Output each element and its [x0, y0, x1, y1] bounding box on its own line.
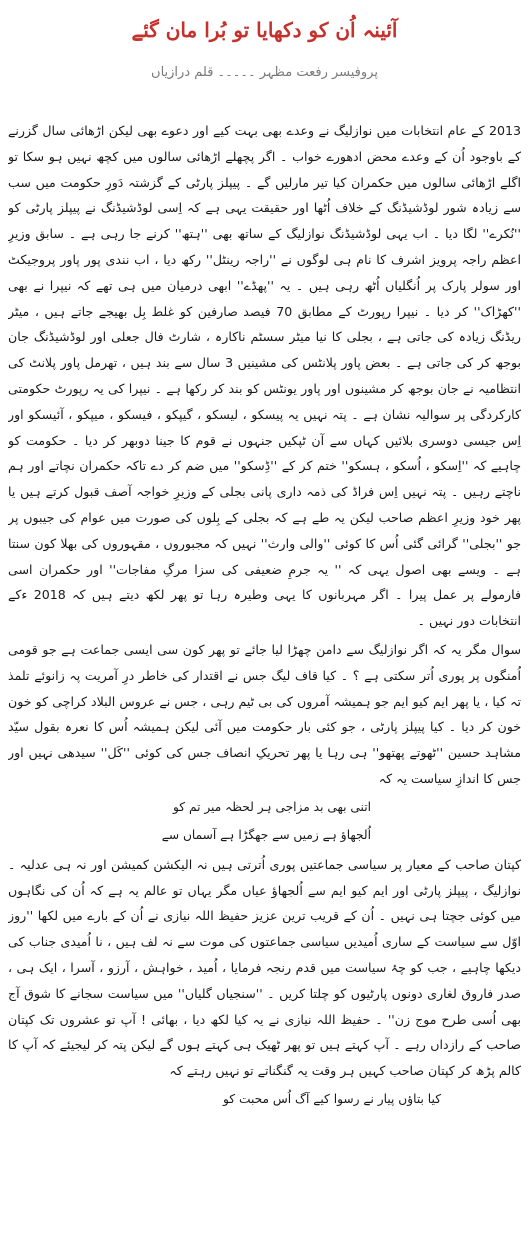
verse-line-1: اتنی بھی بد مزاجی ہر لحظہ میر تم کو — [172, 799, 371, 814]
author-byline: پروفیسر رفعت مظہر ۔۔۔۔۔ قلم درازیاں — [151, 65, 378, 80]
paragraph-2: سوال مگر یہ کہ اگر نوازلیگ سے دامن چھڑا لیا جائے تو پھر کون سی ایسی جماعت ہے جو قومی اُمنگوں پر پوری اُتر سکتی ہے ؟ ۔ کیا قاف لیگ جس نے اقتدار کی خاطر درِ آمریت پہ زانوئے تلمذ تہ کیا ، یا پھر ایم کیو ایم جو ہمیشہ آمروں کی بی ٹیم رہی ، جس نے عروس البلاد کراچی کو خون خون کر دیا ۔ کیا پیپلز پارٹی ، جو کئی بار حکومت میں آئی لیکن ہمیشہ اُس کا نعرہ بقول سیّد مشاہد حسین ''ٹھوتے پھتھو'' ہی رہا یا پھر تحریکِ انصاف جس کی کوئی ''کَل'' سیدھی نہیں اور جس کا اندازِ سیاست یہ کہ — [8, 641, 521, 786]
article-body — [8, 118, 521, 1248]
paragraph-3: کپتان صاحب کے معیار پر سیاسی جماعتیں پوری اُترتی ہیں نہ الیکشن کمیشن اور نہ ہی عدلیہ ۔ نوازلیگ ، پیپلز پارٹی اور ایم کیو ایم سے اُلجھاؤ عیاں مگر یہاں تو عالم یہ ہے کہ اُن کی نگاہوں میں کوئی جچتا ہی نہیں ۔ اُن کے قریب ترین عزیز حفیظ اللہ نیازی نے اُن کے بارے میں لکھا ''روز اوّل سے سیاست کے ساری اُمیدیں سیاسی جماعتوں کی موت سے نہ لف ہیں ، نا اُمیدی جناب کی دیکھا چاہیے ، جب کو چۂ سیاست میں قدم رنجہ فرمایا ، اُمید ، خواہش ، آرزو ، آسرا ، ایک ہی ، صدر فاروق لغاری دونوں پارٹیوں کو چلتا کریں ۔ ''سنجیاں گلیاں'' میں سیاست سجانے کا شوق آج بھی اُسی طرح موج زن'' ۔ حفیظ اللہ نیازی نے یہ کیا لکھ دیا ، بھائی ! آپ تو عشروں تک کپتان صاحب کے رازداں رہے ۔ آپ کہتے ہیں تو پھر ٹھیک ہی کہتے ہوں گے لیکن پتہ کر لیجیئے کہ آپ کا کالم پڑھ کر کپتان صاحب کہیں ہر وقت یہ گنگناتے تو نہیں رہتے کہ — [8, 856, 521, 1079]
verse-line-2: اُلجھاؤ ہے زمیں سے جھگڑا ہے آسماں سے — [161, 827, 371, 842]
verse-block — [8, 795, 521, 848]
article-headline: آئینہ اُن کو دکھایا تو بُرا مان گئے — [131, 18, 398, 42]
paragraph-1: 2013 کے عام انتخابات میں نوازلیگ نے وعدے بھی بہت کیے اور دعوے بھی لیکن اڑھائی سال گزرنے کے باوجود اُن کے وعدے محض ادھورے خواب ۔ اگر پچھلے اڑھائی سالوں میں کچھ نہیں ہو سکا تو اگلے اڑھائی سالوں میں حکمران کیا تیر مارلیں گے ۔ پیپلز پارٹی کے گزشتہ دَورِ حکومت میں سب سے زیادہ شور لوڈشیڈنگ کے خلاف اُٹھا اور حقیقت یہی ہے کہ اِسی لوڈشیڈنگ نے پیپلز پارٹی کو ''نُکرے'' لگا دیا ۔ اب یہی لوڈشیڈنگ نوازلیگ کے ساتھ بھی ''ہتھ'' کرنے جا رہی ہے ۔ سابق وزیرِ اعظم راجہ پرویز اشرف کا نام ہی لوگوں نے ''راجہ رینٹل'' رکھ دیا ، اب نندی پور پاور پروجیکٹ اور سولر پارک پر اُنگلیاں اُٹھ رہی ہیں ۔ یہ ''پھڈے'' ابھی درمیان میں ہی تھے کہ نیپرا نے بھی ''کھڑاک'' کر دیا ۔ نیپرا رپورٹ کے مطابق 70 فیصد صارفین کو غلط بِل بھیجے جاتے ہیں ، میٹر ریڈنگ زیادہ کی جاتی ہے ، بجلی کا نیا میٹر سسٹم ناکارہ ، شارٹ فال جعلی اور لوڈشیڈنگ جان بوجھ کر کی جاتی ہے ۔ بعض پاور پلانٹس کی مشینیں 3 سال سے بند ہیں ، تھرمل پاور پلانٹ کی انتظامیہ نے جان بوجھ کر مشینوں اور پاور یونٹس کو بند کر رکھا ہے ۔ نیپرا کی یہ رپورٹ حکومتی کارکردگی پر سوالیہ نشان ہے ۔ پتہ نہیں یہ پیسکو ، لیسکو ، گیپکو ، فیسکو ، میپکو ، آئیسکو اور اِس جیسی دوسری بلائیں کہاں سے آن ٹپکیں جنہوں نے قوم کا جینا دوبھر کر دیا ۔ حکومت کو چاہیے کہ ''اِسکو ، اُسکو ، ہسکو'' ختم کر کے ''ڈِسکو'' میں ضم کر دے تاکہ حکمران نچاتے اور ہم ناچتے رہیں ۔ پتہ نہیں اِس فراڈ کی ذمہ داری پانی بجلی کے وزیرِ خواجہ آصف قبول کرتے ہیں یا پھر خود وزیرِ اعظم صاحب لیکن یہ طے ہے کہ بجلی کے بِلوں کی صورت میں عوام کی جیبوں پر جو ''بجلی'' گرائی گئی اُس کا کوئی ''والی وارث'' نہیں کہ مجبوروں ، مقہوروں کی بھلا کون سنتا ہے ۔ ویسے بھی اصول یہی کہ '' یہ جرمِ ضعیفی کی سزا مرگِ مفاجات'' اور حکمران اسی فارمولے پر عمل پیرا ۔ اگر مہربانوں کا یہی وطیرہ رہا تو پھر لکھ دیتے ہیں کہ 2018 ءکے انتخابات دور نہیں ۔ — [8, 123, 521, 629]
closing-verse: کیا بتاؤں پیار نے رسوا کیے آگ اُس محبت کو — [223, 1091, 441, 1106]
